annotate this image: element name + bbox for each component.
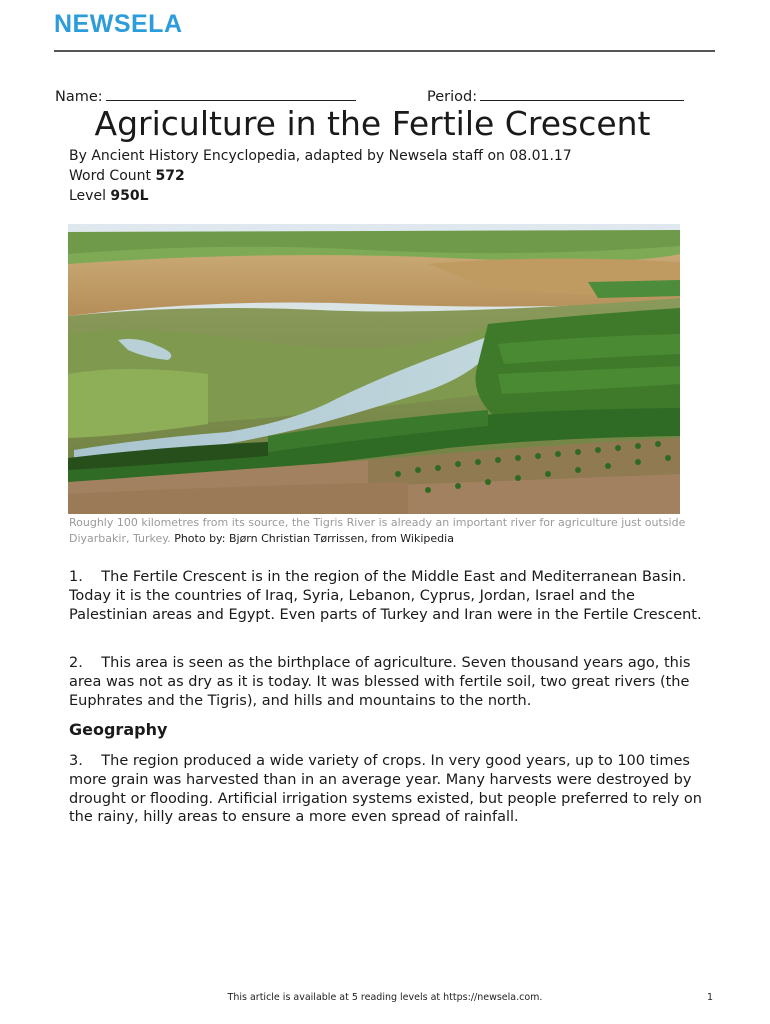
footer-note: This article is available at 5 reading levels at https://newsela.com.	[227, 992, 543, 1003]
paragraph-2: 2. This area is seen as the birthplace of agriculture. Seven thousand years ago, this area was not as dry as it is today. It was blessed with fertile soil, two great rivers (the Euphrates and the Tigris), and hills and mountains to the north.	[69, 655, 691, 709]
word-count	[69, 166, 572, 186]
photo-credit: Photo by: Bjørn Christian Tørrissen, from Wikipedia	[174, 531, 454, 545]
byline: By Ancient History Encyclopedia, adapted by Newsela staff on 08.01.17	[69, 148, 572, 164]
paragraph-1: 1. The Fertile Crescent is in the region of the Middle East and Mediterranean Basin. Today it is the countries of Iraq, Syria, Lebanon, Cyprus, Jordan, Israel and the Palestinian areas and Egypt. Even parts of Turkey and Iran were in the Fertile Crescent.	[69, 569, 702, 623]
article-title: Agriculture in the Fertile Crescent	[94, 104, 651, 143]
level-label: Level	[69, 188, 106, 204]
period-blank-line[interactable]	[480, 86, 684, 101]
section-heading-geography: Geography	[69, 720, 168, 739]
page-number: 1	[707, 992, 714, 1003]
period-label: Period:	[427, 89, 478, 105]
header-divider	[54, 50, 715, 52]
newsela-logo: NEWSELA	[54, 10, 183, 38]
name-label: Name:	[55, 89, 103, 105]
period-field[interactable]	[427, 86, 684, 105]
article-meta	[69, 146, 572, 206]
caption-text: Roughly 100 kilometres from its source, the Tigris River is already an important river for agriculture just outside Diyarbakir, Turkey.	[69, 516, 686, 545]
word-count-value: 572	[155, 168, 185, 184]
tigris-river-photo	[68, 224, 680, 514]
photo-caption	[69, 515, 689, 546]
reading-level	[69, 186, 572, 206]
paragraph-3: 3. The region produced a wide variety of crops. In very good years, up to 100 times more grain was harvested than in an average year. Many harvests were destroyed by drought or flooding. Artificial irrigation systems existed, but people preferred to rely on the rainy, hilly areas to ensure a more even spread of rainfall.	[69, 753, 702, 826]
level-value: 950L	[110, 188, 149, 204]
name-field[interactable]	[55, 86, 356, 105]
name-blank-line[interactable]	[106, 86, 356, 101]
word-count-label: Word Count	[69, 168, 152, 184]
